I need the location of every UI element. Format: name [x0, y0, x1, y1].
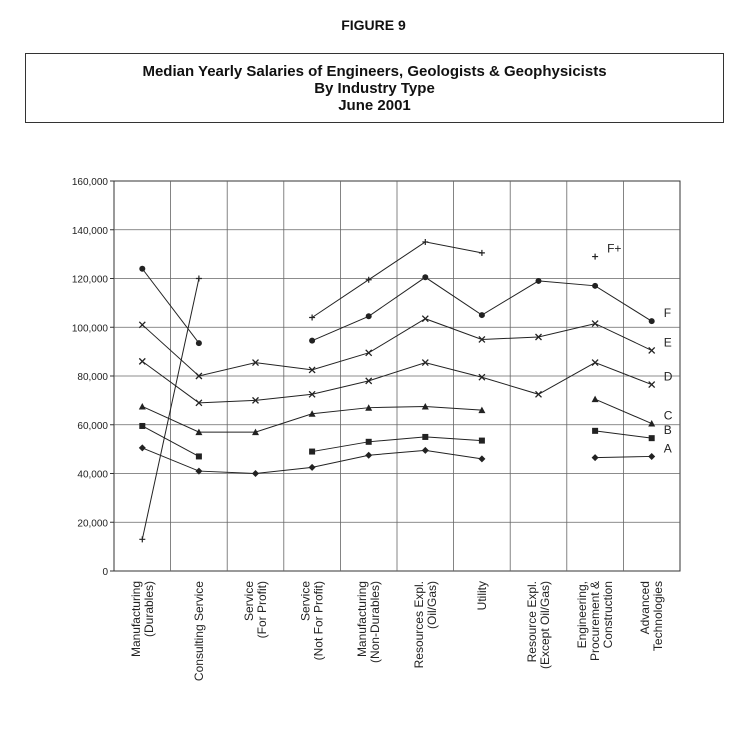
data-point-diamond: [252, 470, 259, 477]
category-label: [475, 581, 489, 610]
category-label-line: Resource Expl.: [525, 581, 539, 663]
data-point-circle: [536, 278, 542, 284]
data-point-diamond: [365, 452, 372, 459]
category-label-line: (For Profit): [255, 581, 269, 639]
category-label: [242, 581, 269, 639]
category-label-line: (Except Oil/Gas): [538, 581, 552, 670]
category-label-line: Manufacturing: [128, 581, 143, 658]
y-tick-label: 120,000: [71, 274, 108, 286]
data-point-square: [479, 438, 485, 444]
category-label-line: Service: [242, 581, 256, 622]
category-label-line: (Not For Profit): [311, 581, 326, 661]
series-label: E: [663, 335, 672, 350]
series-label: F+: [607, 241, 622, 256]
category-label: [129, 581, 156, 657]
y-tick-label: 160,000: [71, 177, 108, 188]
data-point-x: [422, 316, 428, 322]
data-point-plus: [479, 250, 485, 256]
data-point-circle: [422, 274, 428, 280]
category-label: [575, 581, 615, 661]
series-label: D: [663, 369, 673, 384]
data-point-circle: [649, 318, 655, 324]
category-label-line: Service: [298, 581, 313, 622]
data-point-triangle: [648, 420, 655, 427]
data-point-plus: [422, 239, 428, 245]
data-point-circle: [592, 283, 598, 289]
category-label: [638, 581, 665, 651]
category-label-line: Construction: [601, 581, 616, 649]
data-point-diamond: [139, 444, 146, 451]
category-label-line: Technologies: [651, 581, 666, 652]
data-point-diamond: [422, 447, 429, 454]
data-point-square: [309, 449, 315, 455]
category-label-line: Procurement &: [588, 581, 603, 662]
category-label-line: (Oil/Gas): [424, 581, 439, 629]
data-point-plus: [139, 536, 145, 542]
data-point-square: [649, 435, 655, 441]
chart-date: June 2001: [338, 97, 411, 114]
series-label: B: [663, 423, 672, 438]
data-point-circle: [479, 312, 485, 318]
figure-label: FIGURE 9: [341, 17, 406, 33]
category-label-line: Utility: [474, 581, 489, 611]
data-point-circle: [196, 340, 202, 346]
data-point-circle: [309, 338, 315, 344]
y-tick-label: 60,000: [77, 420, 108, 432]
data-point-x: [536, 391, 542, 397]
y-tick-label: 0: [102, 567, 108, 578]
chart-subtitle: By Industry Type: [314, 80, 435, 97]
data-point-diamond: [592, 454, 599, 461]
data-point-plus: [592, 254, 598, 260]
y-tick-label: 40,000: [77, 469, 108, 481]
category-label-line: (Durables): [141, 581, 156, 638]
series-label: F: [663, 306, 672, 321]
data-point-square: [422, 434, 428, 440]
data-point-x: [592, 360, 598, 366]
category-label: [525, 581, 552, 669]
category-label-line: Engineering,: [575, 581, 590, 649]
data-point-x: [649, 347, 655, 353]
category-label: [299, 581, 326, 661]
data-point-circle: [139, 266, 145, 272]
chart-title: Median Yearly Salaries of Engineers, Geologists & Geophysicists: [142, 63, 607, 80]
y-tick-label: 100,000: [71, 323, 108, 335]
category-label-line: Advanced: [638, 581, 653, 635]
data-point-square: [366, 439, 372, 445]
y-tick-label: 20,000: [77, 518, 108, 530]
series-line: [312, 277, 652, 340]
y-tick-label: 80,000: [77, 372, 108, 383]
data-point-square: [139, 423, 145, 429]
category-label-line: Consulting Service: [191, 581, 206, 682]
category-label: [192, 581, 206, 681]
data-point-diamond: [309, 464, 316, 471]
data-point-diamond: [648, 453, 655, 460]
category-label-line: Resources Expl.: [411, 581, 426, 669]
data-point-square: [196, 453, 202, 459]
category-label: [412, 581, 439, 668]
series-label: C: [663, 408, 673, 423]
data-point-triangle: [139, 403, 146, 410]
data-point-circle: [366, 313, 372, 319]
data-point-x: [649, 382, 655, 388]
data-point-square: [592, 428, 598, 434]
category-label-line: Manufacturing: [355, 581, 370, 658]
category-label: [355, 581, 382, 663]
data-point-x: [366, 350, 372, 356]
data-point-x: [479, 374, 485, 380]
data-point-plus: [366, 277, 372, 283]
series-line: [595, 456, 652, 457]
category-label-line: (Non-Durables): [368, 581, 383, 664]
data-point-diamond: [478, 455, 485, 462]
data-point-x: [139, 358, 145, 364]
data-point-triangle: [592, 396, 599, 403]
y-tick-label: 140,000: [71, 225, 108, 237]
series-label: A: [663, 441, 672, 456]
data-point-x: [422, 360, 428, 366]
data-point-plus: [309, 315, 315, 321]
data-point-plus: [196, 276, 202, 282]
